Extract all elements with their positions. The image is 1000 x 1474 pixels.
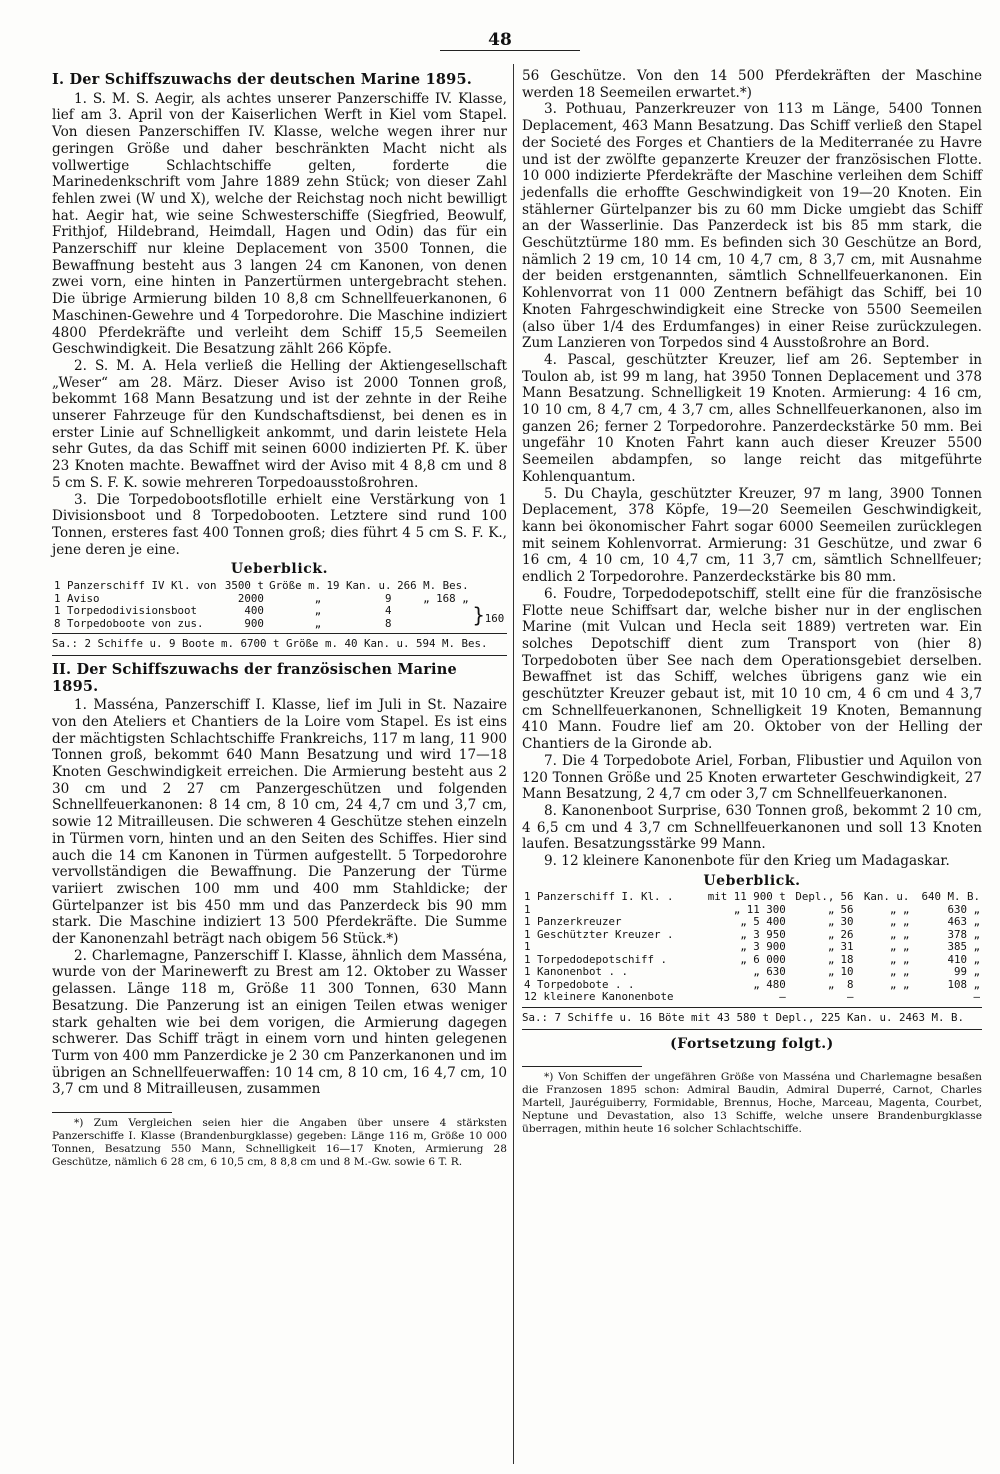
overview-cell: „: [314, 604, 322, 618]
overview-cell: 19 Kan. u.: [326, 579, 392, 593]
overview-cell: 8: [385, 616, 392, 630]
overview-cell: 1 Torpedodivisionsboot: [54, 604, 198, 618]
overview-cell: 31: [840, 940, 854, 954]
overview-cell: 2000: [237, 591, 264, 605]
overview-cell: „: [314, 616, 322, 630]
brace-total: 160: [484, 612, 505, 626]
overview-cell: 1 Panzerkreuzer: [524, 915, 622, 929]
overview-cell: 3500 t: [224, 579, 264, 593]
overview-cell: 400: [244, 604, 264, 618]
overview-cell: 26: [840, 927, 854, 941]
footnote-rule: [52, 1112, 172, 1113]
overview-brace-value: [471, 605, 507, 630]
overview-cell: 30: [840, 915, 854, 929]
paragraph-du-chayla: 5. Du Chayla, geschützter Kreuzer, 97 m lang, 3900 Tonnen Deplacement, 378 Köpfe, 19—20 Seemeilen Geschwindigkeit, kann bei ökonomischer Fahrt sogar 6000 Seemeilen zurücklegen mit seinem Kohlenvorrat. Armierung: 31 Geschütze, und zwar 6 16 cm, 4 10 cm, 10 4,7 cm, 11 3,7 cm, sämtlich Schnellfeuer; endlich 2 Torpedorohre. Panzerdeckstärke bis 80 mm.: [522, 485, 982, 586]
overview-row: [52, 580, 507, 593]
overview-cell: —: [847, 990, 854, 1004]
overview-cell: [394, 618, 471, 631]
overview-cell: [394, 605, 471, 618]
paragraph-hela: 2. S. M. A. Hela verließ die Helling der Aktiengesellschaft „Weser“ am 28. März. Dieser Aviso ist 2000 Tonnen groß, bekommt 168 Mann Besatzung und ist der zehnte in der Reihe unserer Fahrzeuge für den Kundschaftsdienst, bei denen es in erster Linie auf Schnelligkeit ankommt, und darin leistete Hela sehr Gutes, da das Schiff mit seinen 6000 indizierten Pf. K. über 23 Knoten machte. Bewaffnet wird der Aviso mit 4 8,8 cm und 8 5 cm S. F. K. sowie mehreren Torpedoausstoßrohren.: [52, 357, 507, 491]
paragraph-charlemagne: 2. Charlemagne, Panzerschiff I. Klasse, ähnlich dem Masséna, wurde von der Marinewerft zu Brest am 12. Oktober zu Wasser gelassen. Länge 118 m, Größe 11 300 Tonnen, 630 Mann Besatzung. Die Panzerung ist an einigen Teilen etwas weniger stark gehalten wie bei dem vorigen, die Armierung dagegen schwerer. Das Schiff trägt in einem vorn und hinten gelegenen Turm von 400 mm Panzerdicke je 2 30 cm Panzerkanonen und im übrigen an Schnellfeuerwaffen: 10 14 cm, 8 10 cm, 16 4,7 cm, 10 3,7 cm und 8 Mitrailleusen, zusammen: [52, 947, 507, 1098]
overview-cell: Depl.,: [795, 890, 835, 904]
overview-cell: „ 5 400: [740, 915, 786, 929]
overview-cell: 1 Torpedodepotschiff .: [524, 952, 668, 966]
overview-sum-german: Sa.: 2 Schiffe u. 9 Boote m. 6700 t Größe m. 40 Kan. u. 594 M. Bes.: [52, 633, 507, 656]
right-column: [522, 68, 982, 1136]
overview-cell: 4: [385, 604, 392, 618]
overview-sum-french: Sa.: 7 Schiffe u. 16 Böte mit 43 580 t Depl., 225 Kan. u. 2463 M. B.: [522, 1007, 982, 1030]
overview-cell: —: [973, 990, 980, 1004]
overview-cell: 1 Aviso: [54, 591, 100, 605]
section-heading-german: I. Der Schiffszuwachs der deutschen Marine 1895.: [52, 71, 473, 88]
overview-cell: 463 „: [947, 915, 980, 929]
page-number: 48: [488, 30, 512, 50]
overview-cell: „ „: [889, 902, 910, 916]
overview-cell: 9: [385, 591, 392, 605]
overview-cell: 630 „: [947, 902, 980, 916]
overview-cell: „ 630: [753, 965, 786, 979]
overview-cell: [856, 991, 912, 1004]
overview-cell: „ „: [889, 965, 910, 979]
section-heading-french: II. Der Schiffszuwachs der französischen Marine 1895.: [52, 660, 457, 695]
overview-cell: „ 3 950: [740, 927, 786, 941]
overview-table-german: [52, 580, 507, 630]
overview-cell: 8: [847, 977, 854, 991]
overview-cell: 10: [840, 965, 854, 979]
overview-cell: 12 kleinere Kanonenbote: [524, 990, 674, 1004]
overview-cell: „ 168 „: [423, 591, 469, 605]
overview-cell: 1 Kanonenbot . .: [524, 965, 629, 979]
overview-row: [52, 605, 507, 618]
left-column: [52, 68, 507, 1169]
overview-cell: „ „: [889, 940, 910, 954]
overview-cell: 1 Geschützter Kreuzer .: [524, 927, 674, 941]
overview-cell: „: [827, 940, 835, 954]
overview-cell: „ 6 000: [740, 952, 786, 966]
overview-cell: „: [314, 591, 322, 605]
overview-cell: mit 11 900 t: [707, 890, 786, 904]
overview-cell: 266 M. Bes.: [397, 579, 469, 593]
overview-cell: 640 M. B.: [921, 890, 980, 904]
paragraph-massena: 1. Masséna, Panzerschiff I. Klasse, lief im Juli in St. Nazaire von den Ateliers et Chantiers de la Loire vom Stapel. Es ist eins der mächtigsten Schlachtschiffe Frankreichs, 117 m lang, 11 900 Tonnen groß, bekommt 640 Mann Besatzung und wird 17—18 Knoten Geschwindigkeit erreichen. Die Armierung besteht aus 2 30 cm und 2 27 cm Panzergeschützen und folgenden Schnellfeuerkanonen: 8 14 cm, 8 10 cm, 24 4,7 cm und 3,7 cm, sowie 12 Mitrailleusen. Die schweren 4 Geschütze stehen einzeln in Türmen vorn, hinten und an den Seiten des Schiffes. Hier sind auch die 14 cm Kanonen in Türmen aufgestellt. 5 Torpedorohre vervollständigen die Bewaffnung. Die Panzerung der Türme variiert zwischen 100 mm und 400 mm Stahldicke; der Gürtelpanzer ist bis 450 mm und das Panzerdeck bis 90 mm stark. Die Maschine indiziert 13 500 Pferdekräfte. Die Summe der Kanonenzahl beträgt nach obigem 56 Stück.*): [52, 697, 507, 948]
column-divider: [513, 64, 514, 1464]
footnote-brandenburg: *) Zum Vergleichen seien hier die Angaben über unsere 4 stärksten Panzerschiffe I. Klasse (Brandenburgklasse) gegeben: Länge 116 m, Größe 10 000 Tonnen, Besatzung 550 Mann, Schnelligkeit 16—17 Knoten, Armierung 28 Geschütze, nämlich 6 28 cm, 6 10,5 cm, 8 8,8 cm und 8 M.-Gw. sowie 6 T. R.: [52, 1117, 507, 1169]
paragraph-torpedo-boats: 7. Die 4 Torpedobote Ariel, Forban, Flibustier und Aquilon von 120 Tonnen Größe und 25 Knoten erwarteter Geschwindigkeit, 27 Mann Besatzung, 2 4,7 cm oder 3,7 cm Schnellfeuerkanonen.: [522, 752, 982, 803]
overview-cell: Kan. u.: [863, 890, 910, 904]
overview-cell: 99 „: [953, 965, 980, 979]
overview-cell: „: [827, 965, 835, 979]
overview-row: [52, 618, 507, 631]
paragraph-torpedo-flotilla: 3. Die Torpedobootsflotille erhielt eine Verstärkung von 1 Divisionsboot und 8 Torpedobooten. Letztere sind rund 100 Tonnen, ersteres fast 400 Tonnen groß; dies führt 4 5 cm S. F. K., jene deren je eine.: [52, 491, 507, 558]
overview-cell: „: [827, 902, 835, 916]
overview-cell: „ 480: [753, 977, 786, 991]
continuation-note: (Fortsetzung folgt.): [670, 1035, 834, 1052]
overview-cell: Größe m.: [269, 579, 322, 593]
overview-cell: „: [827, 927, 835, 941]
overview-title-french: Ueberblick.: [703, 872, 801, 889]
overview-cell: 900: [244, 616, 264, 630]
overview-cell: —: [779, 990, 786, 1004]
overview-cell: „ „: [889, 952, 910, 966]
overview-cell: 108 „: [947, 977, 980, 991]
overview-cell: 56: [840, 902, 854, 916]
overview-cell: 56: [840, 890, 854, 904]
overview-cell: „: [827, 977, 835, 991]
footnote-french-battleships: *) Von Schiffen der ungefähren Größe von Masséna und Charlemagne besaßen die Franzosen 1895 schon: Admiral Baudin, Admiral Duperré, Carnot, Charles Martell, Jauréguiberry, Formidable, Brennus, Hoche, Marceau, Magenta, Courbet, Neptune und Devastation, also 13 Schiffe, welche unsere Brandenburgklasse überragen, mithin heute 16 solcher Schlachtschiffe.: [522, 1071, 982, 1136]
overview-cell: „ „: [889, 927, 910, 941]
overview-cell: 1: [524, 902, 531, 916]
overview-cell: „: [827, 915, 835, 929]
overview-title-german: Ueberblick.: [230, 561, 329, 578]
overview-cell: „ „: [889, 977, 910, 991]
overview-cell: 4 Torpedobote . .: [524, 977, 635, 991]
paragraph-pascal: 4. Pascal, geschützter Kreuzer, lief am 26. September in Toulon ab, ist 99 m lang, hat 3950 Tonnen Deplacement und 378 Mann Besatzung. Schnelligkeit 19 Knoten. Armierung: 4 16 cm, 10 10 cm, 8 4,7 cm, 4 3,7 cm, alles Schnellfeuerkanonen, also im ganzen 26; ferner 2 Torpedorohre. Panzerdeckstärke 50 mm. Bei ungefähr 10 Knoten Fahrt kann auch dieser Kreuzer 5500 Seemeilen abdampfen, so lange reicht das mitgeführte Kohlenquantum.: [522, 351, 982, 485]
overview-cell: 410 „: [947, 952, 980, 966]
paragraph-aegir: 1. S. M. S. Aegir, als achtes unserer Panzerschiffe IV. Klasse, lief am 3. April von der Kaiserlichen Werft in Kiel vom Stapel. Von diesen Panzerschiffen IV. Klasse, welche wegen ihrer nur geringen Größe und daher beschränkten Macht nicht als vollwertige Schlachtschiffe gelten, forderte die Marinedenkschrift vom Jahre 1889 zehn Stück; von dieser Zahl fehlen zwei (W und X), welche der Reichstag noch nicht bewilligt hat. Aegir hat, wie seine Schwesterschiffe (Siegfried, Beowulf, Frithjof, Hildebrand, Heimdall, Hagen und Odin) das für ein Panzerschiff nur kleine Deplacement von 3500 Tonnen, die Bewaffnung besteht aus 3 langen 24 cm Kanonen, von denen zwei vorn, eine hinten in Panzertürmen untergebracht stehen. Die übrige Armierung bilden 10 8,8 cm Schnellfeuerkanonen, 6 Maschinen-Gewehre und 4 Torpedorohre. Die Maschine indiziert 4800 Pferdekräfte und verleiht dem Schiff 15,5 Seemeilen Geschwindigkeit. Die Besatzung zählt 266 Köpfe.: [52, 90, 507, 358]
overview-cell: [788, 991, 837, 1004]
overview-cell: „ 11 300: [733, 902, 786, 916]
paragraph-surprise: 8. Kanonenboot Surprise, 630 Tonnen groß, bekommt 2 10 cm, 4 6,5 cm und 4 3,7 cm Schnellfeuerkanonen und soll 13 Knoten laufen. Besatzungsstärke 99 Mann.: [522, 802, 982, 853]
overview-cell: 378 „: [947, 927, 980, 941]
overview-cell: „: [827, 952, 835, 966]
overview-table-french: [522, 891, 982, 1004]
overview-cell: 385 „: [947, 940, 980, 954]
overview-cell: 1: [524, 940, 531, 954]
overview-cell: 1 Panzerschiff I. Kl. .: [524, 890, 674, 904]
overview-cell: 18: [840, 952, 854, 966]
overview-cell: „ „: [889, 915, 910, 929]
overview-cell: 1 Panzerschiff IV Kl. von: [54, 579, 217, 593]
page-number-rule: [440, 50, 580, 51]
footnote-rule-right: [522, 1066, 642, 1067]
paragraph-foudre: 6. Foudre, Torpedodepotschiff, stellt eine für die französische Flotte neue Schiffsart dar, welche bisher nur in der englischen Marine (mit Vulcan und Hecla seit 1889) vertreten war. Ein solches Depotschiff dient zum Transport von (hier 8) Torpedoboten über See nach dem Operationsgebiet derselben. Bewaffnet ist das Schiff, welches übrigens ganz wie ein geschützter Kreuzer gebaut ist, mit 10 10 cm, 4 6 cm und 4 3,7 cm Schnellfeuerkanonen, Schnelligkeit 19 Knoten, Bemannung 410 Mann. Foudre lief am 20. Oktober von der Helling der Chantiers de la Gironde ab.: [522, 585, 982, 753]
brace-glyph: }: [472, 603, 485, 628]
overview-cell: 8 Torpedoboote von zus.: [54, 616, 204, 630]
overview-row: [522, 991, 982, 1004]
paragraph-gunboats: 9. 12 kleinere Kanonenbote für den Krieg um Madagaskar.: [544, 853, 950, 870]
paragraph-charlemagne-cont: 56 Geschütze. Von den 14 500 Pferdekräften der Maschine werden 18 Seemeilen erwartet.*): [522, 68, 982, 101]
overview-cell: „ 3 900: [740, 940, 786, 954]
paragraph-pothuau: 3. Pothuau, Panzerkreuzer von 113 m Länge, 5400 Tonnen Deplacement, 463 Mann Besatzung. Das Schiff verließ den Stapel der Societé des Forges et Chantiers de la Mediterranée zu Havre und ist der zwölfte gepanzerte Kreuzer der französischen Flotte. 10 000 indizierte Pferdekräfte der Maschine verleihen dem Schiff jedenfalls die erhoffte Geschwindigkeit von 19—20 Knoten. Ein stählerner Gürtelpanzer bis zu 60 mm Dicke umgiebt das Schiff an der Wasserlinie. Das Panzerdeck ist bis 85 mm stark, die Geschütztürme 180 mm. Es befinden sich 30 Geschütze an Bord, nämlich 2 19 cm, 10 14 cm, 10 4,7 cm, 8 3,7 cm, mit Ausnahme der beiden erstgenannten, sämtlich Schnellfeuerkanonen. Ein Kohlenvorrat von 11 000 Zentnern befähigt das Schiff, bei 10 Knoten Fahrgeschwindigkeit eine Strecke von 5500 Seemeilen (also über 1/4 des Erdumfanges) in einer Reise zurückzulegen. Zum Lanzieren von Torpedos sind 4 Ausstoßrohre an Bord.: [522, 101, 982, 352]
